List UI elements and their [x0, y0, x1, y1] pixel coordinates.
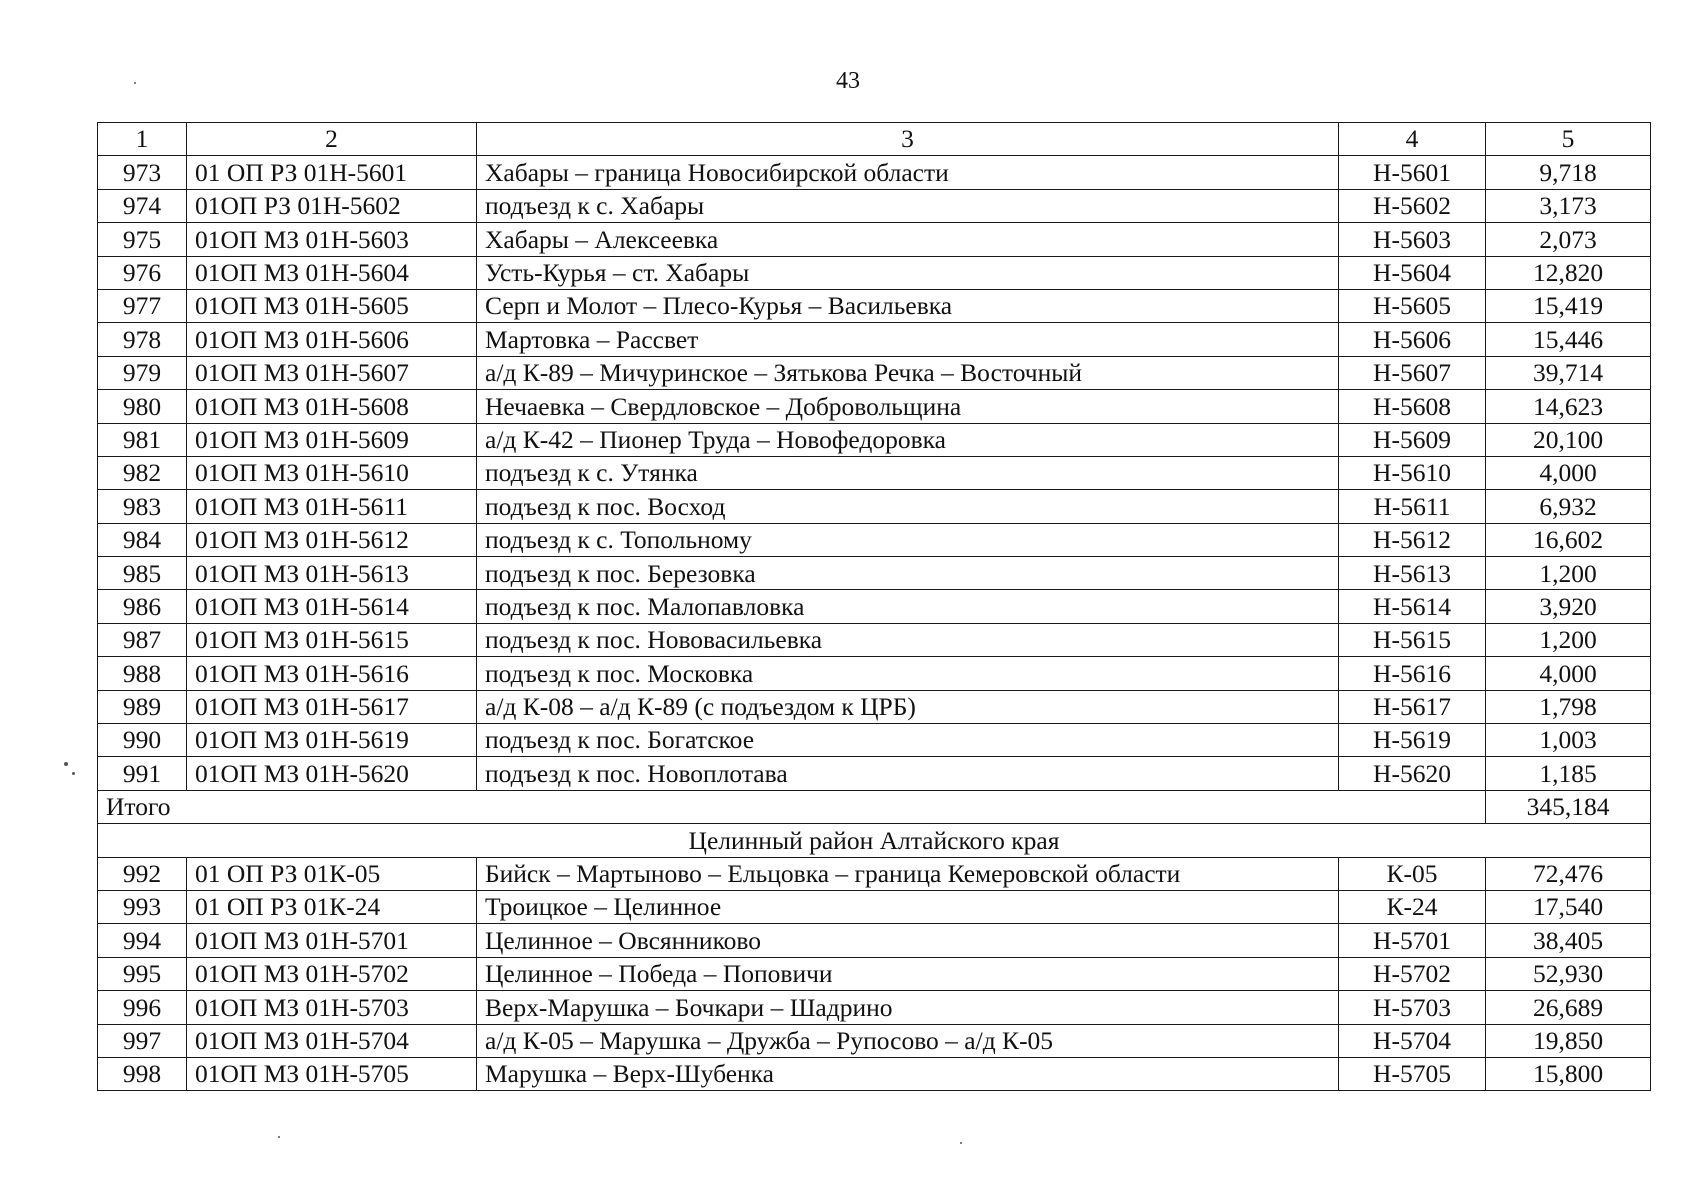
scan-speck [72, 772, 75, 775]
road-id-cell: 01ОП МЗ 01Н-5604 [187, 256, 477, 289]
road-id-cell: 01 ОП РЗ 01К-24 [187, 890, 477, 923]
road-id-cell: 01ОП МЗ 01Н-5701 [187, 924, 477, 957]
table-row [98, 223, 1651, 256]
table-row [98, 156, 1651, 189]
table-row [98, 690, 1651, 723]
table-row [98, 256, 1651, 289]
road-name-cell: а/д К-42 – Пионер Труда – Новофедоровка [477, 423, 1339, 456]
road-name-cell: Целинное – Овсянниково [477, 924, 1339, 957]
row-number-cell: 978 [98, 323, 187, 356]
road-name-cell: подъезд к с. Топольному [477, 523, 1339, 556]
road-id-cell: 01ОП МЗ 01Н-5620 [187, 757, 477, 790]
scan-speck [64, 762, 68, 766]
row-number-cell: 984 [98, 523, 187, 556]
table-row [98, 957, 1651, 990]
row-number-cell: 989 [98, 690, 187, 723]
total-label: Итого [98, 790, 1486, 823]
row-number-cell: 986 [98, 590, 187, 623]
road-code-cell: Н-5603 [1339, 223, 1486, 256]
table-row [98, 991, 1651, 1024]
road-id-cell: 01ОП МЗ 01Н-5702 [187, 957, 477, 990]
table-row [98, 657, 1651, 690]
road-length-cell: 38,405 [1486, 924, 1651, 957]
road-registry-table [97, 122, 1651, 1091]
road-length-cell: 1,200 [1486, 557, 1651, 590]
table-row [98, 724, 1651, 757]
road-length-cell: 4,000 [1486, 456, 1651, 489]
road-name-cell: а/д К-05 – Марушка – Дружба – Рупосово – а/д К-05 [477, 1024, 1339, 1057]
road-id-cell: 01ОП МЗ 01Н-5619 [187, 724, 477, 757]
row-number-cell: 998 [98, 1057, 187, 1090]
road-name-cell: Троицкое – Целинное [477, 890, 1339, 923]
road-code-cell: Н-5605 [1339, 289, 1486, 322]
row-number-cell: 980 [98, 390, 187, 423]
road-code-cell: Н-5611 [1339, 490, 1486, 523]
road-name-cell: Хабары – граница Новосибирской области [477, 156, 1339, 189]
table-row [98, 857, 1651, 890]
table-row [98, 1024, 1651, 1057]
road-name-cell: Бийск – Мартыново – Ельцовка – граница Кемеровской области [477, 857, 1339, 890]
road-length-cell: 14,623 [1486, 390, 1651, 423]
table-row [98, 623, 1651, 656]
road-id-cell: 01ОП МЗ 01Н-5605 [187, 289, 477, 322]
header-cell-1: 1 [98, 123, 187, 156]
road-id-cell: 01ОП МЗ 01Н-5609 [187, 423, 477, 456]
header-cell-3: 3 [477, 123, 1339, 156]
road-code-cell: Н-5617 [1339, 690, 1486, 723]
road-id-cell: 01ОП МЗ 01Н-5612 [187, 523, 477, 556]
road-length-cell: 19,850 [1486, 1024, 1651, 1057]
road-code-cell: Н-5601 [1339, 156, 1486, 189]
section-row [98, 824, 1651, 857]
road-length-cell: 15,446 [1486, 323, 1651, 356]
road-name-cell: подъезд к пос. Нововасильевка [477, 623, 1339, 656]
road-id-cell: 01ОП МЗ 01Н-5608 [187, 390, 477, 423]
row-number-cell: 982 [98, 456, 187, 489]
header-cell-5: 5 [1486, 123, 1651, 156]
road-length-cell: 15,419 [1486, 289, 1651, 322]
row-number-cell: 976 [98, 256, 187, 289]
road-name-cell: подъезд к пос. Московка [477, 657, 1339, 690]
road-name-cell: а/д К-08 – а/д К-89 (с подъездом к ЦРБ) [477, 690, 1339, 723]
row-number-cell: 988 [98, 657, 187, 690]
header-cell-2: 2 [187, 123, 477, 156]
road-name-cell: подъезд к пос. Новоплотава [477, 757, 1339, 790]
road-name-cell: Целинное – Победа – Поповичи [477, 957, 1339, 990]
road-name-cell: подъезд к с. Хабары [477, 189, 1339, 222]
road-name-cell: подъезд к пос. Богатское [477, 724, 1339, 757]
road-id-cell: 01 ОП РЗ 01Н-5601 [187, 156, 477, 189]
road-length-cell: 3,173 [1486, 189, 1651, 222]
road-code-cell: Н-5702 [1339, 957, 1486, 990]
road-length-cell: 1,798 [1486, 690, 1651, 723]
header-row [98, 123, 1651, 156]
section-title: Целинный район Алтайского края [98, 824, 1651, 857]
road-code-cell: К-24 [1339, 890, 1486, 923]
road-code-cell: Н-5705 [1339, 1057, 1486, 1090]
row-number-cell: 990 [98, 724, 187, 757]
road-length-cell: 3,920 [1486, 590, 1651, 623]
table-row [98, 390, 1651, 423]
road-code-cell: Н-5610 [1339, 456, 1486, 489]
table-body [98, 123, 1651, 1091]
table-row [98, 890, 1651, 923]
row-number-cell: 983 [98, 490, 187, 523]
road-length-cell: 1,185 [1486, 757, 1651, 790]
table-row [98, 557, 1651, 590]
row-number-cell: 997 [98, 1024, 187, 1057]
road-name-cell: подъезд к пос. Малопавловка [477, 590, 1339, 623]
scan-speck [134, 82, 136, 84]
road-name-cell: Марушка – Верх-Шубенка [477, 1057, 1339, 1090]
road-code-cell: Н-5704 [1339, 1024, 1486, 1057]
row-number-cell: 992 [98, 857, 187, 890]
row-number-cell: 981 [98, 423, 187, 456]
road-id-cell: 01ОП МЗ 01Н-5610 [187, 456, 477, 489]
row-number-cell: 979 [98, 356, 187, 389]
road-id-cell: 01ОП МЗ 01Н-5611 [187, 490, 477, 523]
road-length-cell: 12,820 [1486, 256, 1651, 289]
road-length-cell: 1,200 [1486, 623, 1651, 656]
road-length-cell: 9,718 [1486, 156, 1651, 189]
road-name-cell: а/д К-89 – Мичуринское – Зятькова Речка – Восточный [477, 356, 1339, 389]
road-length-cell: 72,476 [1486, 857, 1651, 890]
road-id-cell: 01ОП МЗ 01Н-5613 [187, 557, 477, 590]
road-code-cell: Н-5604 [1339, 256, 1486, 289]
road-name-cell: Усть-Курья – ст. Хабары [477, 256, 1339, 289]
road-code-cell: Н-5616 [1339, 657, 1486, 690]
road-length-cell: 26,689 [1486, 991, 1651, 1024]
road-name-cell: подъезд к пос. Березовка [477, 557, 1339, 590]
page-number: 43 [836, 68, 860, 94]
table-row [98, 189, 1651, 222]
road-id-cell: 01ОП МЗ 01Н-5607 [187, 356, 477, 389]
road-name-cell: подъезд к пос. Восход [477, 490, 1339, 523]
road-length-cell: 4,000 [1486, 657, 1651, 690]
table-row [98, 490, 1651, 523]
table-row [98, 456, 1651, 489]
header-cell-4: 4 [1339, 123, 1486, 156]
road-length-cell: 1,003 [1486, 724, 1651, 757]
road-name-cell: Серп и Молот – Плесо-Курья – Васильевка [477, 289, 1339, 322]
table-row [98, 1057, 1651, 1090]
road-code-cell: Н-5609 [1339, 423, 1486, 456]
road-code-cell: Н-5614 [1339, 590, 1486, 623]
road-length-cell: 6,932 [1486, 490, 1651, 523]
road-id-cell: 01ОП МЗ 01Н-5614 [187, 590, 477, 623]
row-number-cell: 994 [98, 924, 187, 957]
row-number-cell: 985 [98, 557, 187, 590]
table-row [98, 924, 1651, 957]
road-length-cell: 52,930 [1486, 957, 1651, 990]
road-id-cell: 01ОП МЗ 01Н-5606 [187, 323, 477, 356]
road-code-cell: Н-5607 [1339, 356, 1486, 389]
table-row [98, 523, 1651, 556]
row-number-cell: 974 [98, 189, 187, 222]
table-row [98, 323, 1651, 356]
table-row [98, 757, 1651, 790]
road-length-cell: 20,100 [1486, 423, 1651, 456]
road-id-cell: 01ОП МЗ 01Н-5617 [187, 690, 477, 723]
road-name-cell: Верх-Марушка – Бочкари – Шадрино [477, 991, 1339, 1024]
scan-speck [278, 1136, 280, 1138]
row-number-cell: 975 [98, 223, 187, 256]
table-row [98, 590, 1651, 623]
row-number-cell: 995 [98, 957, 187, 990]
road-length-cell: 17,540 [1486, 890, 1651, 923]
road-id-cell: 01 ОП РЗ 01К-05 [187, 857, 477, 890]
scan-speck [960, 1142, 962, 1144]
road-length-cell: 16,602 [1486, 523, 1651, 556]
row-number-cell: 987 [98, 623, 187, 656]
road-length-cell: 39,714 [1486, 356, 1651, 389]
road-id-cell: 01ОП РЗ 01Н-5602 [187, 189, 477, 222]
total-row [98, 790, 1651, 823]
road-length-cell: 15,800 [1486, 1057, 1651, 1090]
road-code-cell: Н-5612 [1339, 523, 1486, 556]
road-code-cell: Н-5608 [1339, 390, 1486, 423]
row-number-cell: 996 [98, 991, 187, 1024]
road-id-cell: 01ОП МЗ 01Н-5705 [187, 1057, 477, 1090]
row-number-cell: 991 [98, 757, 187, 790]
road-code-cell: Н-5703 [1339, 991, 1486, 1024]
road-code-cell: Н-5619 [1339, 724, 1486, 757]
road-name-cell: Нечаевка – Свердловское – Добровольщина [477, 390, 1339, 423]
road-code-cell: Н-5615 [1339, 623, 1486, 656]
road-length-cell: 2,073 [1486, 223, 1651, 256]
table-row [98, 289, 1651, 322]
row-number-cell: 973 [98, 156, 187, 189]
road-code-cell: Н-5606 [1339, 323, 1486, 356]
road-id-cell: 01ОП МЗ 01Н-5603 [187, 223, 477, 256]
road-code-cell: Н-5701 [1339, 924, 1486, 957]
road-id-cell: 01ОП МЗ 01Н-5704 [187, 1024, 477, 1057]
road-id-cell: 01ОП МЗ 01Н-5616 [187, 657, 477, 690]
road-code-cell: Н-5613 [1339, 557, 1486, 590]
table-row [98, 423, 1651, 456]
road-code-cell: Н-5620 [1339, 757, 1486, 790]
road-code-cell: Н-5602 [1339, 189, 1486, 222]
row-number-cell: 977 [98, 289, 187, 322]
row-number-cell: 993 [98, 890, 187, 923]
road-id-cell: 01ОП МЗ 01Н-5703 [187, 991, 477, 1024]
road-name-cell: Мартовка – Рассвет [477, 323, 1339, 356]
road-id-cell: 01ОП МЗ 01Н-5615 [187, 623, 477, 656]
total-value: 345,184 [1486, 790, 1651, 823]
road-code-cell: К-05 [1339, 857, 1486, 890]
road-name-cell: Хабары – Алексеевка [477, 223, 1339, 256]
road-name-cell: подъезд к с. Утянка [477, 456, 1339, 489]
table-row [98, 356, 1651, 389]
